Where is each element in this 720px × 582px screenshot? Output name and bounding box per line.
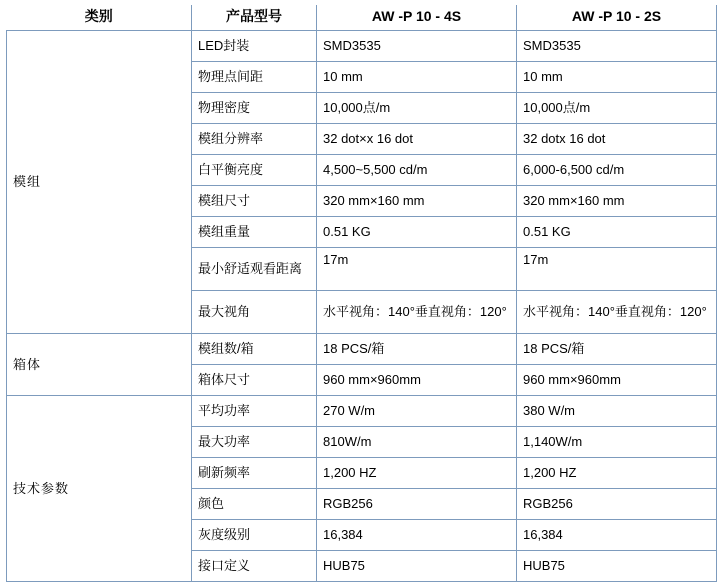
spec-value-4s: SMD3535 bbox=[317, 30, 517, 61]
spec-item-label: 最小舒适观看距离 bbox=[192, 247, 317, 290]
header-variant-2s: AW -P 10 - 2S bbox=[517, 5, 717, 30]
spec-value-2s: 10,000点/m bbox=[517, 92, 717, 123]
spec-value-2s: 1,200 HZ bbox=[517, 457, 717, 488]
header-category: 类别 bbox=[7, 5, 192, 30]
spec-item-label: 接口定义 bbox=[192, 550, 317, 581]
spec-value-4s: 320 mm×160 mm bbox=[317, 185, 517, 216]
spec-value-4s: 17m bbox=[317, 247, 517, 290]
spec-value-2s: HUB75 bbox=[517, 550, 717, 581]
spec-value-4s: RGB256 bbox=[317, 488, 517, 519]
spec-item-label: 颜色 bbox=[192, 488, 317, 519]
spec-item-label: 模组尺寸 bbox=[192, 185, 317, 216]
spec-item-label: 刷新频率 bbox=[192, 457, 317, 488]
table-row bbox=[7, 395, 717, 426]
spec-value-2s: 1,140W/m bbox=[517, 426, 717, 457]
spec-item-label: 白平衡亮度 bbox=[192, 154, 317, 185]
spec-value-4s: 16,384 bbox=[317, 519, 517, 550]
spec-value-4s: 10,000点/m bbox=[317, 92, 517, 123]
spec-item-label: 箱体尺寸 bbox=[192, 364, 317, 395]
spec-item-label: 灰度级别 bbox=[192, 519, 317, 550]
spec-value-2s: 32 dotx 16 dot bbox=[517, 123, 717, 154]
category-cell-cabinet: 箱体 bbox=[7, 333, 192, 395]
spec-value-2s: SMD3535 bbox=[517, 30, 717, 61]
spec-value-2s: 320 mm×160 mm bbox=[517, 185, 717, 216]
spec-value-4s: 4,500~5,500 cd/m bbox=[317, 154, 517, 185]
spec-value-2s: 960 mm×960mm bbox=[517, 364, 717, 395]
spec-item-label: 物理密度 bbox=[192, 92, 317, 123]
spec-value-4s: 810W/m bbox=[317, 426, 517, 457]
table-header-row bbox=[7, 5, 717, 30]
table-row bbox=[7, 30, 717, 61]
spec-item-label: 物理点间距 bbox=[192, 61, 317, 92]
spec-value-2s: 0.51 KG bbox=[517, 216, 717, 247]
spec-value-4s: HUB75 bbox=[317, 550, 517, 581]
spec-value-4s: 32 dot×x 16 dot bbox=[317, 123, 517, 154]
spec-value-4s: 水平视角：140°垂直视角：120° bbox=[317, 290, 517, 333]
spec-value-4s: 270 W/m bbox=[317, 395, 517, 426]
category-cell-module: 模组 bbox=[7, 30, 192, 333]
spec-item-label: 平均功率 bbox=[192, 395, 317, 426]
table-row bbox=[7, 333, 717, 364]
category-cell-technical: 技术参数 bbox=[7, 395, 192, 581]
spec-value-2s: 380 W/m bbox=[517, 395, 717, 426]
spec-value-2s: 18 PCS/箱 bbox=[517, 333, 717, 364]
spec-value-2s: 17m bbox=[517, 247, 717, 290]
spec-value-2s: 水平视角：140°垂直视角：120° bbox=[517, 290, 717, 333]
spec-value-2s: 10 mm bbox=[517, 61, 717, 92]
spec-item-label: 模组分辨率 bbox=[192, 123, 317, 154]
specification-table bbox=[6, 5, 717, 582]
spec-item-label: 最大功率 bbox=[192, 426, 317, 457]
spec-item-label: 最大视角 bbox=[192, 290, 317, 333]
spec-item-label: LED封装 bbox=[192, 30, 317, 61]
header-model: 产品型号 bbox=[192, 5, 317, 30]
spec-value-2s: 16,384 bbox=[517, 519, 717, 550]
spec-item-label: 模组重量 bbox=[192, 216, 317, 247]
header-variant-4s: AW -P 10 - 4S bbox=[317, 5, 517, 30]
spec-value-4s: 0.51 KG bbox=[317, 216, 517, 247]
spec-item-label: 模组数/箱 bbox=[192, 333, 317, 364]
spec-value-4s: 1,200 HZ bbox=[317, 457, 517, 488]
spec-value-4s: 10 mm bbox=[317, 61, 517, 92]
spec-value-4s: 18 PCS/箱 bbox=[317, 333, 517, 364]
spec-value-2s: RGB256 bbox=[517, 488, 717, 519]
spec-value-4s: 960 mm×960mm bbox=[317, 364, 517, 395]
spec-value-2s: 6,000-6,500 cd/m bbox=[517, 154, 717, 185]
